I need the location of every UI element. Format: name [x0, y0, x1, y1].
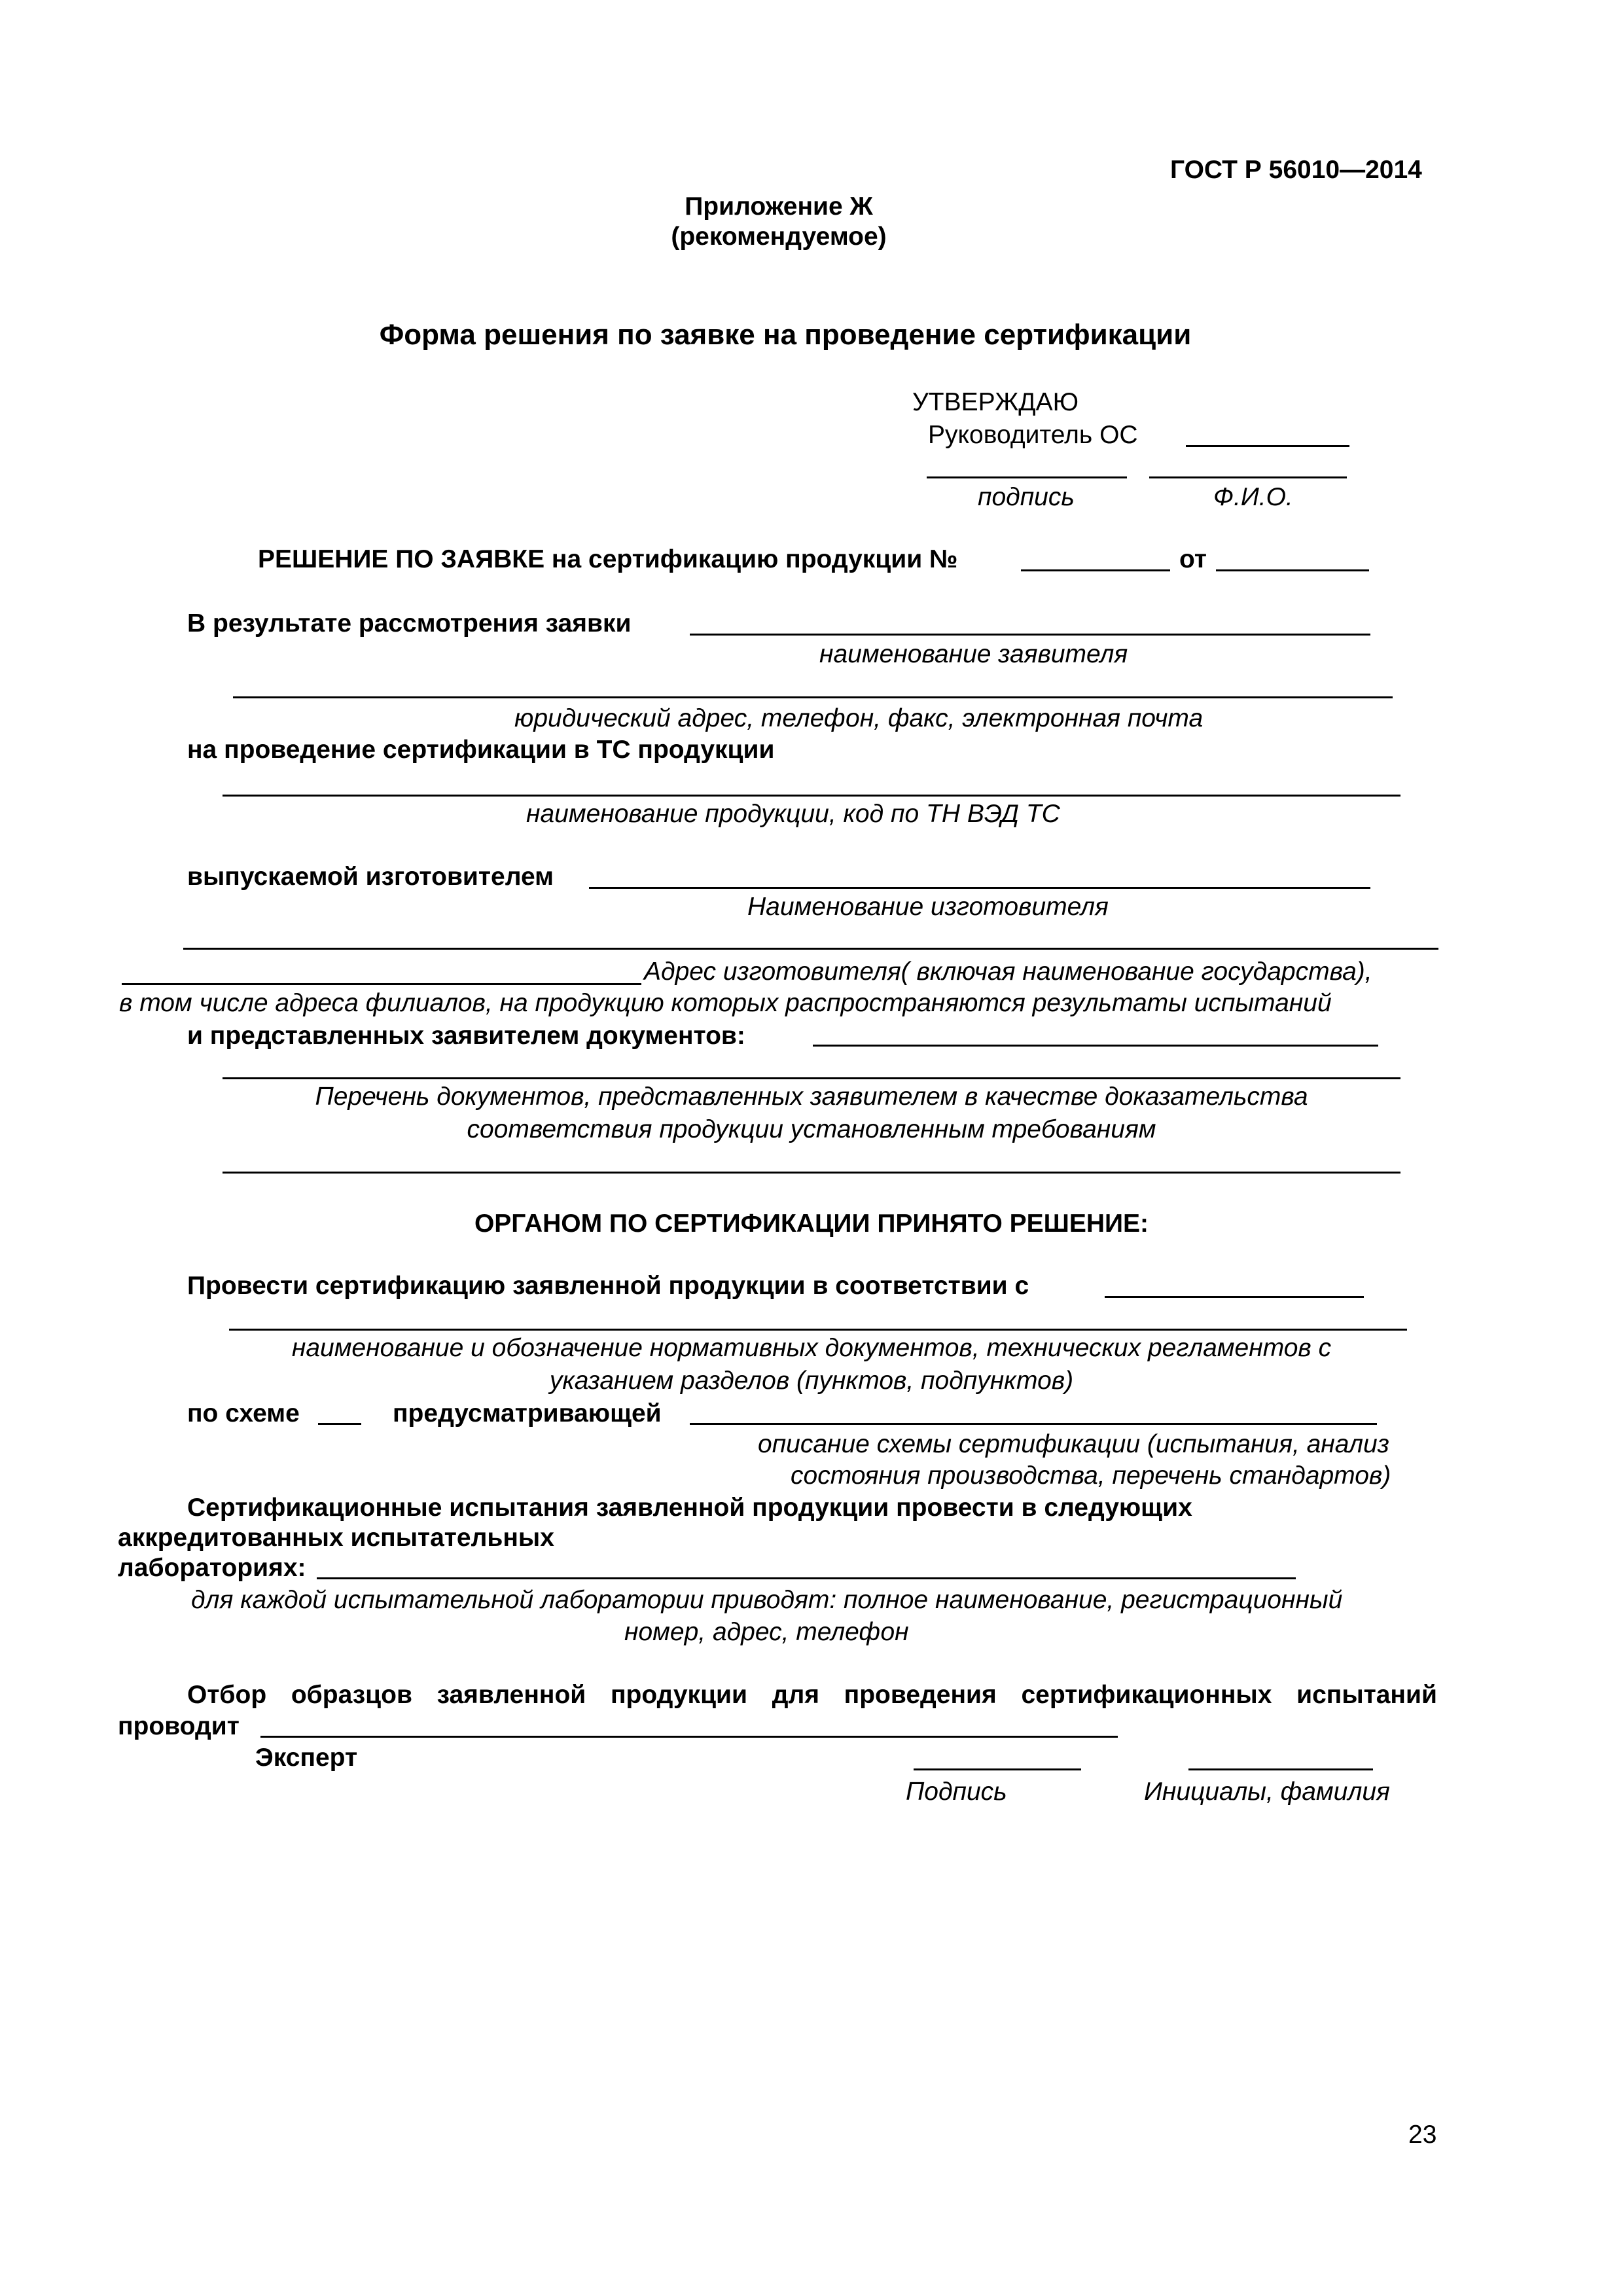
tests-line-3: лабораториях: [118, 1554, 306, 1582]
head-signature-line[interactable] [1186, 445, 1349, 447]
approve-label: УТВЕРЖДАЮ [912, 388, 1079, 416]
documents-caption-1: Перечень документов, представленных заявителем в качестве доказательства [315, 1083, 1308, 1111]
certification-of-label: на проведение сертификации в ТС продукции [187, 736, 775, 764]
manufactured-by-label: выпускаемой изготовителем [187, 863, 554, 891]
normative-caption-1: наименование и обозначение нормативных документов, технических регламентов с [291, 1334, 1332, 1362]
documents-list-line-2[interactable] [223, 1172, 1400, 1174]
applicant-address-line[interactable] [233, 696, 1393, 698]
documents-list-line[interactable] [223, 1077, 1400, 1079]
page-title: Форма решения по заявке на проведение сертификации [379, 319, 1192, 351]
labs-caption-1: для каждой испытательной лаборатории приводят: полное наименование, регистрационный [191, 1586, 1343, 1614]
sampling-line-2: проводит [118, 1712, 240, 1740]
sampling-word: проведения [844, 1681, 997, 1709]
appendix-label: Приложение Ж [685, 192, 873, 221]
normative-caption-2: указанием разделов (пунктов, подпунктов) [549, 1367, 1074, 1395]
application-date-line[interactable] [1216, 569, 1369, 571]
documents-label: и представленных заявителем документов: [187, 1022, 745, 1050]
applicant-line[interactable] [690, 634, 1370, 636]
expert-signature-caption: Подпись [906, 1778, 1007, 1806]
appendix-note: (рекомендуемое) [671, 223, 887, 251]
manufacturer-address-line-2[interactable] [122, 983, 641, 985]
manufacturer-line[interactable] [589, 887, 1370, 889]
sampling-expert-line[interactable] [260, 1736, 1118, 1738]
address-caption: юридический адрес, телефон, факс, электронная почта [514, 704, 1204, 732]
expert-name-line[interactable] [1188, 1768, 1373, 1770]
approval-name-line[interactable] [1149, 476, 1347, 478]
sampling-word: образцов [291, 1681, 412, 1709]
sampling-word: заявленной [437, 1681, 586, 1709]
sampling-word: сертификационных [1021, 1681, 1272, 1709]
expert-name-caption: Инициалы, фамилия [1144, 1778, 1390, 1806]
applicant-caption: наименование заявителя [819, 640, 1128, 668]
product-caption: наименование продукции, код по ТН ВЭД ТС [526, 800, 1060, 828]
body-decision-heading: ОРГАНОМ ПО СЕРТИФИКАЦИИ ПРИНЯТО РЕШЕНИЕ: [474, 1210, 1149, 1238]
scheme-number-line[interactable] [318, 1423, 361, 1425]
manufacturer-caption: Наименование изготовителя [747, 893, 1109, 921]
laboratories-line[interactable] [317, 1577, 1296, 1579]
decision-heading: РЕШЕНИЕ ПО ЗАЯВКЕ на сертификацию продукции № [258, 545, 958, 573]
tests-line-1: Сертификационные испытания заявленной продукции провести в следующих [187, 1494, 1192, 1522]
name-caption: Ф.И.О. [1213, 483, 1293, 511]
scheme-caption-2: состояния производства, перечень стандартов) [791, 1462, 1391, 1490]
signature-caption: подпись [978, 483, 1075, 511]
product-line[interactable] [223, 795, 1400, 797]
providing-label: предусматривающей [393, 1399, 662, 1427]
documents-line[interactable] [813, 1045, 1378, 1047]
manufacturer-address-caption: Адрес изготовителя( включая наименование государства), [644, 958, 1372, 986]
decision-from-label: от [1179, 545, 1207, 573]
sampling-word: испытаний [1296, 1681, 1437, 1709]
head-label: Руководитель ОС [928, 421, 1138, 449]
scheme-label: по схеме [187, 1399, 300, 1427]
gost-designation: ГОСТ Р 56010—2014 [1170, 156, 1422, 184]
sampling-line-1 [187, 1682, 1437, 1708]
approval-signature-line[interactable] [927, 476, 1127, 478]
conduct-label: Провести сертификацию заявленной продукции в соответствии с [187, 1272, 1029, 1300]
sampling-word: продукции [610, 1681, 747, 1709]
review-label: В результате рассмотрения заявки [187, 609, 632, 637]
tests-line-2: аккредитованных испытательных [118, 1524, 554, 1552]
scheme-description-line[interactable] [690, 1423, 1377, 1425]
branches-caption: в том числе адреса филиалов, на продукцию которых распространяются результаты испытаний [119, 989, 1332, 1017]
normative-line[interactable] [1105, 1296, 1364, 1298]
normative-line-2[interactable] [229, 1329, 1407, 1331]
expert-label: Эксперт [255, 1744, 358, 1772]
page-number: 23 [1408, 2121, 1437, 2149]
labs-caption-2: номер, адрес, телефон [624, 1618, 909, 1646]
sampling-word: для [772, 1681, 819, 1709]
manufacturer-address-line[interactable] [183, 948, 1438, 950]
documents-caption-2: соответствия продукции установленным требованиям [467, 1115, 1156, 1143]
expert-signature-line[interactable] [914, 1768, 1081, 1770]
scheme-caption-1: описание схемы сертификации (испытания, анализ [758, 1430, 1389, 1458]
sampling-word: Отбор [187, 1681, 267, 1709]
application-number-line[interactable] [1021, 569, 1170, 571]
